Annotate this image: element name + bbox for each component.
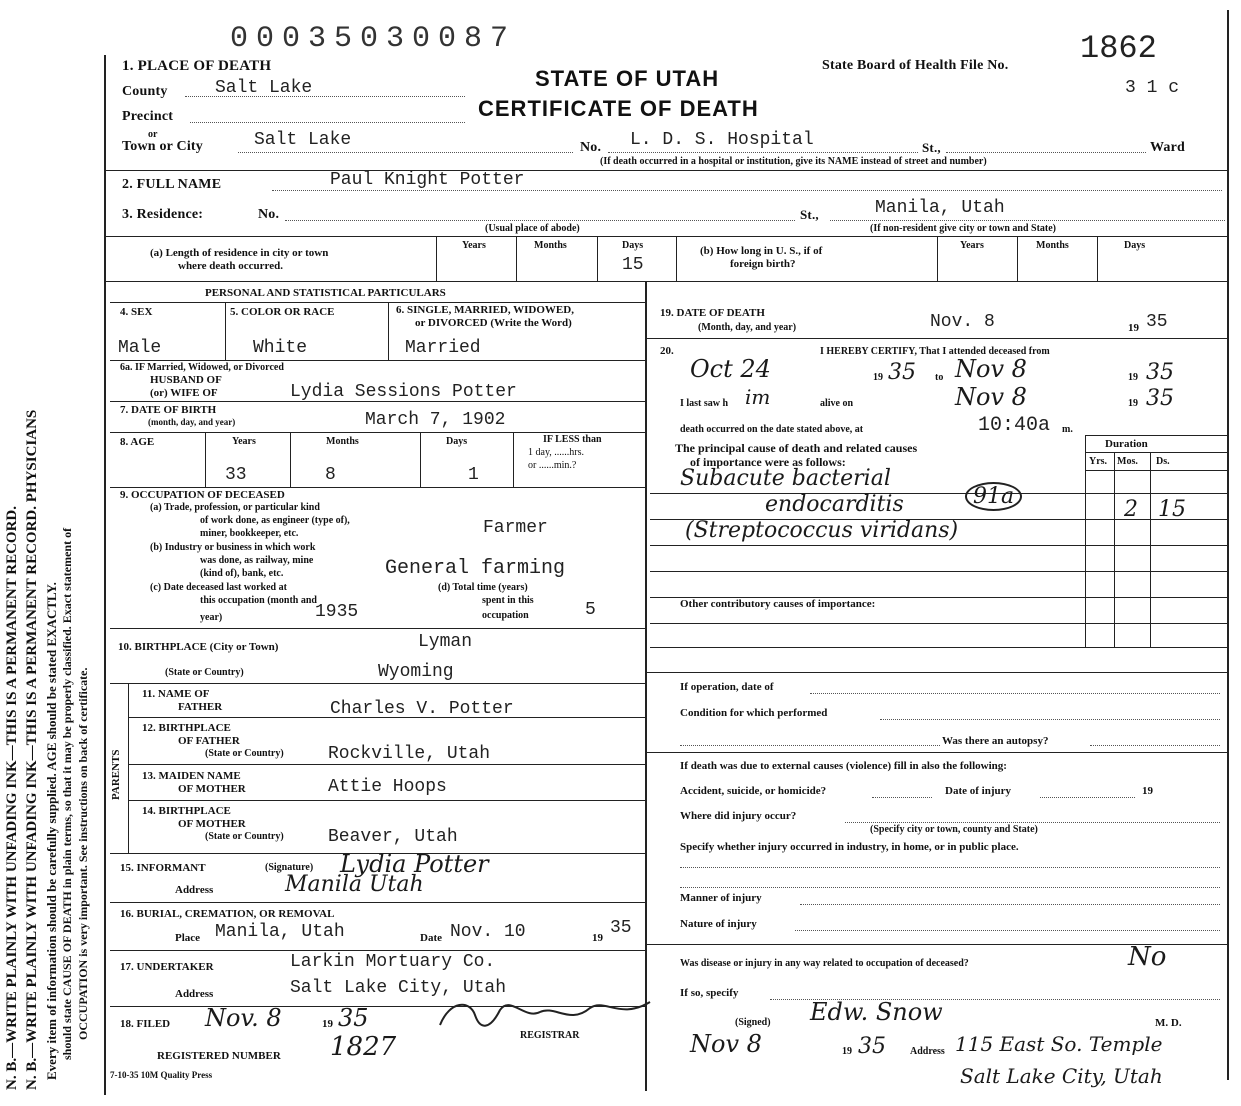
physician-address-2: Salt Lake City, Utah <box>960 1064 1163 1088</box>
length-residence-label-2: where death occurred. <box>178 260 283 272</box>
undertaker-address-label: Address <box>175 988 214 1000</box>
file-no-label: State Board of Health File No. <box>822 58 1009 73</box>
town-label: Town or City <box>122 139 203 154</box>
us-years-label: Years <box>960 240 984 251</box>
mother-bp-label-2: OF MOTHER <box>178 818 246 830</box>
manner-label: Manner of injury <box>680 892 762 904</box>
last-saw-label: I last saw h <box>680 398 729 409</box>
physician-address-label: Address <box>910 1046 945 1057</box>
dob-value: March 7, 1902 <box>365 410 506 430</box>
title-certificate: CERTIFICATE OF DEATH <box>478 96 759 121</box>
single-label-1: 6. SINGLE, MARRIED, WIDOWED, <box>396 304 574 316</box>
single-label-2: or DIVORCED (Write the Word) <box>415 317 572 329</box>
filed-year: 35 <box>338 1004 369 1032</box>
attended-from: Oct 24 <box>690 355 771 383</box>
father-bp-label-2: OF FATHER <box>178 735 240 747</box>
dod-label-1: 19. DATE OF DEATH <box>660 307 765 319</box>
to-label: to <box>935 372 944 383</box>
duration-mos-label: Mos. <box>1117 456 1138 467</box>
death-occurred-label: death occurred on the date stated above, at <box>680 424 864 435</box>
to-year: 35 <box>1146 360 1174 385</box>
where-label: Where did injury occur? <box>680 810 797 822</box>
father-bp-value: Rockville, Utah <box>328 744 491 764</box>
injury-date-label: Date of injury <box>945 785 1011 797</box>
registrar-signature <box>430 990 660 1035</box>
occ-d-1: (d) Total time (years) <box>438 582 528 593</box>
alive-on-label: alive on <box>820 398 854 409</box>
burial-year-prefix: 19 <box>592 932 603 944</box>
birthplace-city: Lyman <box>418 632 473 652</box>
res-months-label: Months <box>534 240 567 251</box>
undertaker-label: 17. UNDERTAKER <box>120 961 214 973</box>
less-label-1: IF LESS than <box>543 434 602 445</box>
duration-label: Duration <box>1105 438 1148 450</box>
birthplace-state-label: (State or Country) <box>165 667 244 678</box>
duration-yrs-label: Yrs. <box>1089 456 1108 467</box>
county-value: Salt Lake <box>215 78 313 98</box>
margin-text-1: N. B.—WRITE PLAINLY WITH UNFADING INK—THIS IS A PERMANENT RECORD. <box>4 506 20 1090</box>
file-sub: 3 1 c <box>1125 78 1180 98</box>
serial-number: 00035030087 <box>230 22 517 56</box>
cause-1: Subacute bacterial <box>680 466 891 491</box>
occ-c-3: year) <box>200 612 223 623</box>
father-bp-label-1: 12. BIRTHPLACE <box>142 722 231 734</box>
principal-label-2: of importance were as follows: <box>690 455 846 469</box>
us-months-label: Months <box>1036 240 1069 251</box>
no-label: No. <box>580 140 602 155</box>
occ-b-1: (b) Industry or business in which work <box>150 542 316 553</box>
filed-value: Nov. 8 <box>205 1004 282 1032</box>
or-label: or <box>148 129 158 140</box>
mother-label-1: 13. MAIDEN NAME <box>142 770 241 782</box>
signed-label: (Signed) <box>735 1017 771 1028</box>
occ-a-3: miner, bookkeeper, etc. <box>200 528 299 539</box>
duration-ds: 15 <box>1158 497 1186 522</box>
residence-no-label: No. <box>258 207 280 222</box>
informant-signature: Lydia Potter <box>340 850 489 878</box>
last-worked-value: 1935 <box>315 602 359 622</box>
occ-a-2: of work done, as engineer (type of), <box>200 515 350 526</box>
registrar-label: REGISTRAR <box>520 1030 580 1041</box>
condition-label: Condition for which performed <box>680 707 828 719</box>
hospital-note: (If death occurred in a hospital or institution, give its NAME instead of street and number) <box>600 156 987 167</box>
burial-label: 16. BURIAL, CREMATION, OR REMOVAL <box>120 908 335 920</box>
father-label-2: FATHER <box>178 701 223 713</box>
specify-whether-label: Specify whether injury occurred in industry, in home, or in public place. <box>680 841 1019 853</box>
mother-bp-value: Beaver, Utah <box>328 827 458 847</box>
county-label: County <box>122 84 168 99</box>
burial-place-label: Place <box>175 932 201 944</box>
informant-signature-label: (Signature) <box>265 862 314 873</box>
parents-label: PARENTS <box>110 749 122 800</box>
last-saw-year: 35 <box>1146 386 1174 411</box>
age-days-label: Days <box>446 436 468 447</box>
margin-text-3: Every item of information should be carefully supplied. AGE should be stated EXACTLY. <box>44 582 59 1080</box>
age-days-value: 1 <box>468 465 479 485</box>
precinct-label: Precinct <box>122 109 174 124</box>
sex-value: Male <box>118 338 162 358</box>
birthplace-label: 10. BIRTHPLACE (City or Town) <box>118 641 279 653</box>
burial-date: Nov. 10 <box>450 922 526 942</box>
dob-label-1: 7. DATE OF BIRTH <box>120 404 217 416</box>
spouse-label-2: HUSBAND OF <box>150 374 222 386</box>
res-days-label: Days <box>622 240 644 251</box>
age-label: 8. AGE <box>120 436 155 448</box>
last-saw-date: Nov 8 <box>955 383 1027 411</box>
from-year-prefix: 19 <box>873 372 883 383</box>
external-label: If death was due to external causes (violence) fill in also the following: <box>680 760 1007 772</box>
dod-label-2: (Month, day, and year) <box>698 322 797 333</box>
age-years-value: 33 <box>225 465 247 485</box>
res-days-value: 15 <box>622 255 644 275</box>
operation-label: If operation, date of <box>680 681 774 693</box>
physician-address-1: 115 East So. Temple <box>955 1032 1163 1056</box>
physician-signature: Edw. Snow <box>810 998 943 1026</box>
age-months-value: 8 <box>325 465 336 485</box>
undertaker-value: Larkin Mortuary Co. <box>290 952 496 972</box>
specify-city-label: (Specify city or town, county and State) <box>870 824 1038 835</box>
filed-label: 18. FILED <box>120 1018 171 1030</box>
occupation-value: Farmer <box>483 518 548 538</box>
spouse-value: Lydia Sessions Potter <box>290 382 517 402</box>
occ-c-2: this occupation (month and <box>200 595 317 606</box>
informant-address-label: Address <box>175 884 214 896</box>
attended-to: Nov 8 <box>955 355 1027 383</box>
registered-number-label: REGISTERED NUMBER <box>157 1050 281 1062</box>
full-name-value: Paul Knight Potter <box>330 170 525 190</box>
ward-label: Ward <box>1150 140 1186 155</box>
occupation-related-label: Was disease or injury in any way related to occupation of deceased? <box>680 958 969 969</box>
place-of-death-heading: 1. PLACE OF DEATH <box>122 58 272 74</box>
certify-num: 20. <box>660 345 674 357</box>
occ-d-2: spent in this <box>482 595 534 606</box>
occ-d-3: occupation <box>482 610 529 621</box>
us-days-label: Days <box>1124 240 1146 251</box>
dod-year: 35 <box>1146 312 1168 332</box>
spouse-label-3: (or) WIFE OF <box>150 387 218 399</box>
dob-label-2: (month, day, and year) <box>148 417 236 427</box>
mother-value: Attie Hoops <box>328 777 447 797</box>
last-saw-year-prefix: 19 <box>1128 398 1138 409</box>
less-label-3: or ......min.? <box>528 460 577 471</box>
mother-bp-label-3: (State or Country) <box>205 831 284 842</box>
margin-text-2: N. B.—WRITE PLAINLY WITH UNFADING INK—THIS IS A PERMANENT RECORD. PHYSICIANS <box>24 409 40 1090</box>
m-label: m. <box>1062 424 1073 435</box>
registered-number: 1827 <box>330 1032 397 1062</box>
industry-value: General farming <box>385 557 566 580</box>
length-residence-label-1: (a) Length of residence in city or town <box>150 247 329 259</box>
mother-bp-label-1: 14. BIRTHPLACE <box>142 805 231 817</box>
st-label: St., <box>922 140 941 155</box>
hospital-value: L. D. S. Hospital <box>630 130 814 150</box>
signed-year-prefix: 19 <box>842 1046 852 1057</box>
md-label: M. D. <box>1155 1017 1182 1029</box>
from-year: 35 <box>888 360 916 385</box>
how-long-label-2: foreign birth? <box>730 258 796 270</box>
father-value: Charles V. Potter <box>330 699 514 719</box>
certify-label: I HEREBY CERTIFY, That I attended deceased from <box>820 346 1050 357</box>
last-saw-pronoun: im <box>745 385 771 409</box>
death-time: 10:40a <box>978 414 1051 437</box>
residence-st-label: St., <box>800 207 819 222</box>
marital-value: Married <box>405 338 481 358</box>
if-so-label: If so, specify <box>680 987 739 999</box>
file-number: 1862 <box>1080 30 1157 67</box>
informant-label: 15. INFORMANT <box>120 862 206 874</box>
cause-3: (Streptococcus viridans) <box>685 518 959 543</box>
dod-year-prefix: 19 <box>1128 322 1139 334</box>
occ-c-1: (c) Date deceased last worked at <box>150 582 287 593</box>
birthplace-state: Wyoming <box>378 662 454 682</box>
cause-code: 91a <box>965 482 1022 511</box>
sex-label: 4. SEX <box>120 306 153 318</box>
filed-year-prefix: 19 <box>322 1018 333 1030</box>
age-months-label: Months <box>326 436 359 447</box>
age-years-label: Years <box>232 436 256 447</box>
accident-label: Accident, suicide, or homicide? <box>680 785 827 797</box>
to-year-prefix: 19 <box>1128 372 1138 383</box>
occ-b-2: was done, as railway, mine <box>200 555 314 566</box>
full-name-label: 2. FULL NAME <box>122 177 222 192</box>
burial-year: 35 <box>610 918 632 938</box>
nonresident-label: (If non-resident give city or town and State) <box>870 223 1057 234</box>
autopsy-label: Was there an autopsy? <box>942 735 1049 747</box>
father-label-1: 11. NAME OF <box>142 688 210 700</box>
color-label: 5. COLOR OR RACE <box>230 306 335 318</box>
form-footer: 7-10-35 10M Quality Press <box>110 1070 213 1080</box>
cause-2: endocarditis <box>765 492 904 517</box>
other-causes-label: Other contributory causes of importance: <box>680 598 876 610</box>
duration-ds-label: Ds. <box>1156 456 1170 467</box>
burial-place: Manila, Utah <box>215 922 345 942</box>
less-label-2: 1 day, ......hrs. <box>528 447 585 458</box>
spouse-label-1: 6a. IF Married, Widowed, or Divorced <box>120 362 284 373</box>
margin-text-5: OCCUPATION is very important. See instructions on back of certificate. <box>76 667 90 1040</box>
duration-mos: 2 <box>1124 497 1138 522</box>
residence-place: Manila, Utah <box>875 198 1005 218</box>
occupation-related-value: No <box>1128 942 1167 972</box>
total-time-value: 5 <box>585 600 596 620</box>
occ-a-1: (a) Trade, profession, or particular kind <box>150 502 320 513</box>
father-bp-label-3: (State or Country) <box>205 748 284 759</box>
how-long-label-1: (b) How long in U. S., if of <box>700 245 823 257</box>
occ-b-3: (kind of), bank, etc. <box>200 568 284 579</box>
burial-date-label: Date <box>420 932 442 944</box>
color-value: White <box>253 338 308 358</box>
title-state: STATE OF UTAH <box>535 66 720 91</box>
injury-year-prefix: 19 <box>1142 785 1153 797</box>
signed-date: Nov 8 <box>690 1030 762 1058</box>
personal-heading: PERSONAL AND STATISTICAL PARTICULARS <box>205 287 446 299</box>
occupation-label: 9. OCCUPATION OF DECEASED <box>120 489 285 501</box>
margin-text-4: should state CAUSE OF DEATH in plain terms, so that it may be properly classified. Exact statement of <box>60 527 74 1060</box>
signed-year: 35 <box>858 1034 886 1059</box>
nature-label: Nature of injury <box>680 918 757 930</box>
informant-address: Manila Utah <box>285 872 424 897</box>
mother-label-2: OF MOTHER <box>178 783 246 795</box>
residence-label: 3. Residence: <box>122 207 204 222</box>
res-years-label: Years <box>462 240 486 251</box>
town-value: Salt Lake <box>254 130 352 150</box>
usual-abode-label: (Usual place of abode) <box>485 223 580 234</box>
dod-value: Nov. 8 <box>930 312 995 332</box>
undertaker-address: Salt Lake City, Utah <box>290 978 507 998</box>
principal-label-1: The principal cause of death and related causes <box>675 441 918 455</box>
